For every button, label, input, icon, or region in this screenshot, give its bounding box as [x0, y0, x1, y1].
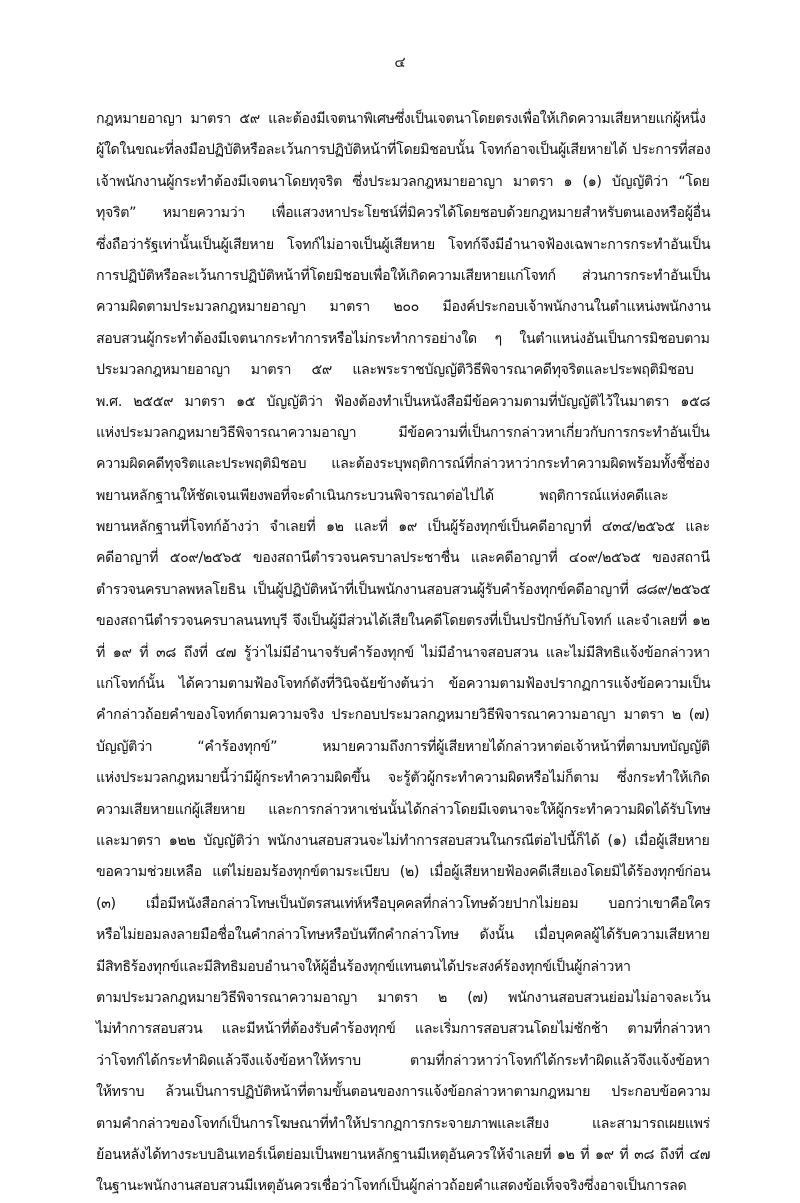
text-line-10: พ.ศ. ๒๕๕๙ มาตรา ๑๕ บัญญัติว่า ฟ้องต้องทำเป็นหนังสือมีข้อความตามที่บัญญัติไว้ในมาตรา ๑๕๘: [96, 393, 711, 410]
text-line-24: และมาตรา ๑๒๒ บัญญัติว่า พนักงานสอบสวนจะไม่ทำการสอบสวนในกรณีต่อไปนี้ก็ได้ (๑) เมื่อผู้เสียหาย: [96, 832, 710, 849]
text-line-3: เจ้าพนักงานผู้กระทำต้องมีเจตนาโดยทุจริต ซึ่งประมวลกฎหมายอาญา มาตรา ๑ (๑) บัญญัติว่า “โดย: [96, 173, 710, 190]
text-line-12: ความผิดคดีทุจริตและประพฤติมิชอบ และต้องระบุพฤติการณ์ที่กล่าวหาว่ากระทำความผิดพร้อมทั้งชี้ช่อง: [96, 456, 710, 473]
text-line-33: ตามคำกล่าวของโจทก์เป็นการโฆษณาที่ทำให้ปรากฏการกระจายภาพและเสียง และสามารถเผยแพร่: [96, 1115, 710, 1132]
text-line-5: ซึ่งถือว่ารัฐเท่านั้นเป็นผู้เสียหาย โจทก์ไม่อาจเป็นผู้เสียหาย โจทก์จึงมีอำนาจฟ้องเฉพาะการกระทำอันเป็น: [96, 236, 711, 253]
text-line-21: บัญญัติว่า “คำร้องทุกข์” หมายความถึงการที่ผู้เสียหายได้กล่าวหาต่อเจ้าหน้าที่ตามบทบัญญัติ: [96, 738, 710, 755]
text-line-14: พยานหลักฐานที่โจทก์อ้างว่า จำเลยที่ ๑๒ และที่ ๑๙ เป็นผู้ร้องทุกข์เป็นคดีอาญาที่ ๔๓๔/๒๕๖๕ และ: [96, 519, 710, 536]
text-line-17: ของสถานีตำรวจนครบาลนนทบุรี จึงเป็นผู้มีส่วนได้เสียในคดีโดยตรงที่เป็นปรปักษ์กับโจทก์ และจำเลยที่ ๑๒: [96, 613, 710, 630]
text-line-4: ทุจริต” หมายความว่า เพื่อแสวงหาประโยชน์ที่มิควรได้โดยชอบด้วยกฎหมายสำหรับตนเองหรือผู้อื่น: [96, 205, 711, 222]
text-line-27: หรือไม่ยอมลงลายมือชื่อในคำกล่าวโทษหรือบันทึกคำกล่าวโทษ ดังนั้น เมื่อบุคคลผู้ได้รับความเสียหาย: [96, 927, 710, 944]
text-line-18: ที่ ๑๙ ที่ ๓๘ ถึงที่ ๔๗ รู้ว่าไม่มีอำนาจรับคำร้องทุกข์ ไม่มีอำนาจสอบสวน และไม่มีสิทธิแจ้งข้อกล่าวหา: [96, 644, 710, 661]
text-line-26: (๓) เมื่อมีหนังสือกล่าวโทษเป็นบัตรสนเท่ห์หรือบุคคลที่กล่าวโทษด้วยปากไม่ยอม บอกว่าเขาคือใคร: [96, 895, 711, 912]
text-line-6: การปฏิบัติหรือละเว้นการปฏิบัติหน้าที่โดยมิชอบเพื่อให้เกิดความเสียหายแก่โจทก์ ส่วนการกระทำอันเป็น: [96, 267, 711, 284]
text-line-34: ย้อนหลังได้ทางระบบอินเทอร์เน็ตย่อมเป็นพยานหลักฐานมีเหตุอันควรให้จำเลยที่ ๑๒ ที่ ๑๙ ที่ ๓๘ ถึงที่ ๔๗: [96, 1146, 711, 1163]
text-line-22: แห่งประมวลกฎหมายนี้ว่ามีผู้กระทำความผิดขึ้น จะรู้ตัวผู้กระทำความผิดหรือไม่ก็ตาม ซึ่งกระทำให้เกิด: [96, 770, 710, 787]
text-line-16: ตำรวจนครบาลพหลโยธิน เป็นผู้ปฏิบัติหน้าที่เป็นพนักงานสอบสวนผู้รับคำร้องทุกข์คดีอาญาที่ ๘๘๙/๒๕๖๕: [96, 581, 711, 598]
text-line-19: แก่โจทก์นั้น ได้ความตามฟ้องโจทก์ดังที่วินิจฉัยข้างต้นว่า ข้อความตามฟ้องปรากฏการแจ้งข้อความเป็น: [96, 676, 711, 693]
text-line-30: ไม่ทำการสอบสวน และมีหน้าที่ต้องรับคำร้องทุกข์ และเริ่มการสอบสวนโดยไม่ชักช้า ตามที่กล่าวหา: [96, 1021, 711, 1038]
text-line-20: คำกล่าวถ้อยคำของโจทก์ตามความจริง ประกอบประมวลกฎหมายวิธีพิจารณาความอาญา มาตรา ๒ (๗): [96, 707, 710, 724]
text-line-28: มีสิทธิร้องทุกข์และมีสิทธิมอบอำนาจให้ผู้อื่นร้องทุกข์แทนตนได้ประสงค์ร้องทุกข์เป็นผู้กล่าวหา: [96, 958, 631, 975]
text-line-25: ขอความช่วยเหลือ แต่ไม่ยอมร้องทุกข์ตามระเบียบ (๒) เมื่อผู้เสียหายฟ้องคดีเสียเองโดยมิได้ร้องทุกข์ก่อน: [96, 864, 711, 881]
text-line-23: ความเสียหายแก่ผู้เสียหาย และการกล่าวหาเช่นนั้นได้กล่าวโดยมีเจตนาจะให้ผู้กระทำความผิดได้รับโทษ: [96, 801, 711, 818]
text-line-2: ผู้ใดในขณะที่ลงมือปฏิบัติหรือละเว้นการปฏิบัติหน้าที่โดยมิชอบนั้น โจทก์อาจเป็นผู้เสียหายได้ ประการที่สอง: [96, 142, 711, 159]
text-line-32: ให้ทราบ ล้วนเป็นการปฏิบัติหน้าที่ตามขั้นตอนของการแจ้งข้อกล่าวหาตามกฎหมาย ประกอบข้อความ: [96, 1084, 711, 1101]
body-paragraph: [96, 104, 710, 1203]
text-line-9: ประมวลกฎหมายอาญา มาตรา ๕๙ และพระราชบัญญัติวิธีพิจารณาคดีทุจริตและประพฤติมิชอบ: [96, 362, 694, 379]
text-line-7: ความผิดตามประมวลกฎหมายอาญา มาตรา ๒๐๐ มีองค์ประกอบเจ้าพนักงานในตำแหน่งพนักงาน: [96, 299, 711, 316]
page-number: ๔: [394, 53, 406, 71]
text-line-8: สอบสวนผู้กระทำต้องมีเจตนากระทำการหรือไม่กระทำการอย่างใด ๆ ในตำแหน่งอันเป็นการมิชอบตาม: [96, 330, 710, 347]
text-line-35: ในฐานะพนักงานสอบสวนมีเหตุอันควรเชื่อว่าโจทก์เป็นผู้กล่าวถ้อยคำแสดงข้อเท็จจริงซึ่งอาจเป็นการลด: [96, 1178, 687, 1195]
text-line-13: พยานหลักฐานให้ชัดเจนเพียงพอที่จะดำเนินกระบวนพิจารณาต่อไปได้ พฤติการณ์แห่งคดีและ: [96, 487, 669, 504]
text-line-29: ตามประมวลกฎหมายวิธีพิจารณาความอาญา มาตรา ๒ (๗) พนักงานสอบสวนย่อมไม่อาจละเว้น: [96, 989, 711, 1006]
text-line-15: คดีอาญาที่ ๕๐๙/๒๕๖๕ ของสถานีตำรวจนครบาลประชาชื่น และคดีอาญาที่ ๔๐๙/๒๕๖๕ ของสถานี: [96, 550, 710, 567]
text-line-11: แห่งประมวลกฎหมายวิธีพิจารณาความอาญา มีข้อความที่เป็นการกล่าวหาเกี่ยวกับการกระทำอันเป็น: [96, 424, 710, 441]
text-line-31: ว่าโจทก์ได้กระทำผิดแล้วจึงแจ้งข้อหาให้ทราบ ตามที่กล่าวหาว่าโจทก์ได้กระทำผิดแล้วจึงแจ้งข้อหา: [96, 1052, 710, 1069]
text-line-1: กฎหมายอาญา มาตรา ๕๙ และต้องมีเจตนาพิเศษซึ่งเป็นเจตนาโดยตรงเพื่อให้เกิดความเสียหายแก่ผู้หนึ่ง: [96, 111, 706, 127]
